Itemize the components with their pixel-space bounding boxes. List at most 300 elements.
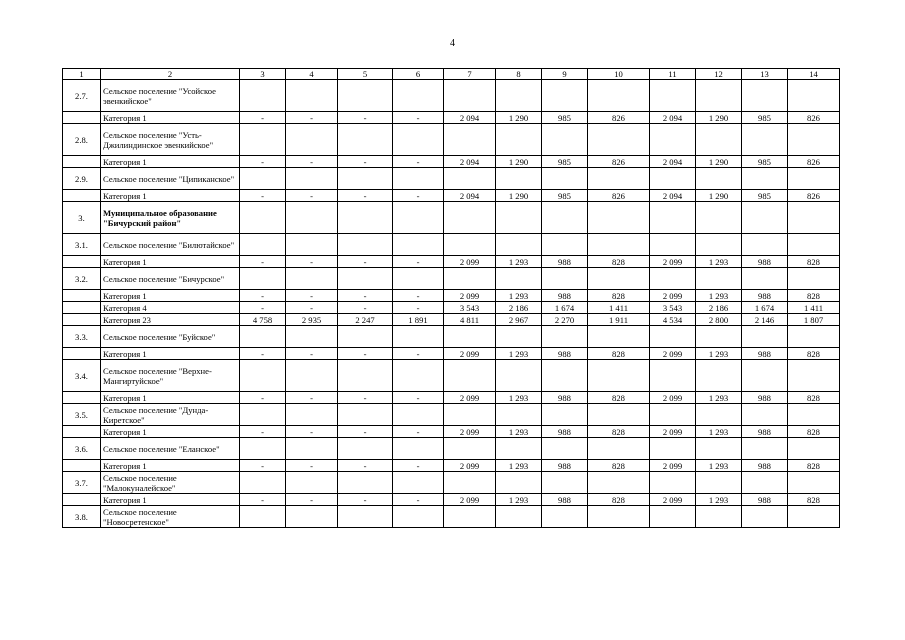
empty-cell	[286, 168, 338, 190]
empty-cell	[393, 168, 444, 190]
value-cell: -	[393, 460, 444, 472]
value-cell: -	[393, 156, 444, 168]
value-cell: 1 293	[496, 494, 542, 506]
empty-cell	[286, 506, 338, 528]
value-cell: -	[240, 112, 286, 124]
empty-cell	[393, 124, 444, 156]
empty-cell	[650, 360, 696, 392]
empty-cell	[788, 168, 840, 190]
value-cell: -	[286, 302, 338, 314]
empty-cell	[444, 268, 496, 290]
empty-cell	[788, 326, 840, 348]
empty-cell	[393, 472, 444, 494]
value-cell: 828	[788, 460, 840, 472]
value-cell: -	[240, 460, 286, 472]
value-cell: -	[393, 302, 444, 314]
empty-cell	[444, 326, 496, 348]
value-cell: 4 534	[650, 314, 696, 326]
value-cell: -	[286, 256, 338, 268]
value-cell: -	[240, 302, 286, 314]
value-cell: 988	[542, 494, 588, 506]
value-cell: -	[240, 426, 286, 438]
empty-cell	[696, 124, 742, 156]
value-cell: 988	[542, 348, 588, 360]
value-cell: 1 674	[542, 302, 588, 314]
value-cell: 1 293	[496, 348, 542, 360]
row-code: 3.3.	[63, 326, 101, 348]
value-cell: 828	[588, 460, 650, 472]
empty-cell	[240, 506, 286, 528]
value-cell: -	[286, 290, 338, 302]
municipality-row	[63, 202, 840, 234]
value-cell: 2 935	[286, 314, 338, 326]
value-cell: 988	[542, 290, 588, 302]
row-code	[63, 494, 101, 506]
row-code	[63, 290, 101, 302]
empty-cell	[393, 268, 444, 290]
empty-cell	[588, 202, 650, 234]
column-number: 1	[63, 69, 101, 80]
empty-cell	[338, 438, 393, 460]
empty-cell	[338, 202, 393, 234]
empty-cell	[588, 506, 650, 528]
value-cell: 988	[742, 256, 788, 268]
value-cell: 2 247	[338, 314, 393, 326]
value-cell: -	[338, 348, 393, 360]
value-cell: 828	[588, 256, 650, 268]
category-row	[63, 156, 840, 168]
empty-cell	[650, 326, 696, 348]
value-cell: 988	[742, 290, 788, 302]
empty-cell	[542, 472, 588, 494]
empty-cell	[788, 438, 840, 460]
empty-cell	[742, 506, 788, 528]
value-cell: 2 099	[444, 392, 496, 404]
row-code: 2.7.	[63, 80, 101, 112]
empty-cell	[650, 404, 696, 426]
value-cell: -	[338, 190, 393, 202]
settlement-row	[63, 168, 840, 190]
empty-cell	[542, 124, 588, 156]
settlement-row	[63, 472, 840, 494]
empty-cell	[496, 472, 542, 494]
empty-cell	[338, 404, 393, 426]
value-cell: -	[338, 290, 393, 302]
settlement-row	[63, 124, 840, 156]
value-cell: -	[286, 348, 338, 360]
empty-cell	[696, 326, 742, 348]
value-cell: 1 674	[742, 302, 788, 314]
settlement-name: Сельское поселение "Еланское"	[101, 438, 240, 460]
value-cell: 2 099	[650, 426, 696, 438]
category-row	[63, 460, 840, 472]
value-cell: -	[393, 290, 444, 302]
empty-cell	[496, 326, 542, 348]
empty-cell	[650, 268, 696, 290]
value-cell: 826	[788, 112, 840, 124]
value-cell: 985	[542, 156, 588, 168]
value-cell: 985	[542, 190, 588, 202]
empty-cell	[650, 202, 696, 234]
settlement-row	[63, 326, 840, 348]
value-cell: 1 911	[588, 314, 650, 326]
empty-cell	[542, 268, 588, 290]
value-cell: 2 099	[444, 460, 496, 472]
row-code: 3.7.	[63, 472, 101, 494]
empty-cell	[496, 202, 542, 234]
empty-cell	[444, 472, 496, 494]
empty-cell	[696, 472, 742, 494]
column-number: 2	[101, 69, 240, 80]
value-cell: 1 293	[496, 256, 542, 268]
value-cell: 1 293	[696, 460, 742, 472]
value-cell: 3 543	[444, 302, 496, 314]
category-row	[63, 256, 840, 268]
value-cell: 828	[588, 290, 650, 302]
value-cell: 1 290	[496, 112, 542, 124]
value-cell: 988	[542, 426, 588, 438]
empty-cell	[240, 168, 286, 190]
row-code	[63, 156, 101, 168]
category-name: Категория 1	[101, 426, 240, 438]
value-cell: 2 099	[444, 348, 496, 360]
empty-cell	[588, 268, 650, 290]
settlement-row	[63, 234, 840, 256]
empty-cell	[788, 124, 840, 156]
row-code	[63, 460, 101, 472]
empty-cell	[588, 438, 650, 460]
empty-cell	[542, 360, 588, 392]
value-cell: 1 411	[788, 302, 840, 314]
municipality-name: Муниципальное образование "Бичурский район"	[101, 202, 240, 234]
empty-cell	[240, 404, 286, 426]
column-number: 7	[444, 69, 496, 80]
empty-cell	[286, 360, 338, 392]
empty-cell	[286, 472, 338, 494]
value-cell: 988	[542, 392, 588, 404]
settlement-row	[63, 268, 840, 290]
value-cell: 828	[788, 348, 840, 360]
settlement-name: Сельское поселение "Усойское эвенкийское"	[101, 80, 240, 112]
value-cell: 988	[542, 460, 588, 472]
value-cell: -	[240, 290, 286, 302]
empty-cell	[444, 124, 496, 156]
value-cell: 826	[588, 190, 650, 202]
empty-cell	[286, 404, 338, 426]
column-number: 10	[588, 69, 650, 80]
value-cell: 2 094	[650, 190, 696, 202]
value-cell: 1 293	[496, 392, 542, 404]
value-cell: 1 293	[496, 460, 542, 472]
empty-cell	[240, 80, 286, 112]
value-cell: 2 099	[650, 348, 696, 360]
empty-cell	[338, 168, 393, 190]
value-cell: -	[338, 426, 393, 438]
empty-cell	[788, 234, 840, 256]
value-cell: -	[240, 494, 286, 506]
empty-cell	[542, 506, 588, 528]
value-cell: 1 891	[393, 314, 444, 326]
category-row	[63, 302, 840, 314]
value-cell: -	[393, 112, 444, 124]
value-cell: 828	[588, 348, 650, 360]
empty-cell	[788, 360, 840, 392]
row-code: 3.5.	[63, 404, 101, 426]
empty-cell	[742, 168, 788, 190]
empty-cell	[742, 202, 788, 234]
column-number: 12	[696, 69, 742, 80]
value-cell: 1 290	[496, 190, 542, 202]
value-cell: 828	[588, 392, 650, 404]
value-cell: 1 290	[496, 156, 542, 168]
value-cell: 2 800	[696, 314, 742, 326]
value-cell: 2 099	[650, 256, 696, 268]
empty-cell	[286, 80, 338, 112]
value-cell: -	[286, 460, 338, 472]
column-number: 9	[542, 69, 588, 80]
empty-cell	[742, 326, 788, 348]
category-name: Категория 4	[101, 302, 240, 314]
value-cell: 1 293	[696, 494, 742, 506]
value-cell: 2 094	[444, 156, 496, 168]
value-cell: 828	[588, 494, 650, 506]
empty-cell	[444, 360, 496, 392]
value-cell: 1 293	[496, 426, 542, 438]
value-cell: 2 099	[650, 494, 696, 506]
value-cell: 988	[742, 426, 788, 438]
empty-cell	[542, 326, 588, 348]
value-cell: 985	[542, 112, 588, 124]
value-cell: -	[338, 494, 393, 506]
empty-cell	[496, 168, 542, 190]
empty-cell	[588, 80, 650, 112]
empty-cell	[496, 124, 542, 156]
empty-cell	[588, 124, 650, 156]
row-code: 3.6.	[63, 438, 101, 460]
category-row	[63, 494, 840, 506]
value-cell: 2 099	[444, 290, 496, 302]
empty-cell	[444, 506, 496, 528]
value-cell: -	[338, 156, 393, 168]
settlement-name: Сельское поселение "Ципиканское"	[101, 168, 240, 190]
empty-cell	[338, 234, 393, 256]
empty-cell	[788, 472, 840, 494]
value-cell: -	[286, 112, 338, 124]
empty-cell	[286, 438, 338, 460]
value-cell: 1 411	[588, 302, 650, 314]
settlement-name: Сельское поселение "Билютайское"	[101, 234, 240, 256]
empty-cell	[742, 80, 788, 112]
value-cell: 1 290	[696, 190, 742, 202]
empty-cell	[696, 168, 742, 190]
value-cell: 4 758	[240, 314, 286, 326]
empty-cell	[393, 326, 444, 348]
empty-cell	[788, 404, 840, 426]
empty-cell	[788, 80, 840, 112]
value-cell: 1 807	[788, 314, 840, 326]
value-cell: -	[338, 302, 393, 314]
empty-cell	[496, 268, 542, 290]
value-cell: 1 293	[696, 426, 742, 438]
settlement-name: Сельское поселение "Буйское"	[101, 326, 240, 348]
settlement-name: Сельское поселение "Малокуналейское"	[101, 472, 240, 494]
value-cell: 2 099	[650, 392, 696, 404]
empty-cell	[650, 234, 696, 256]
empty-cell	[496, 360, 542, 392]
empty-cell	[650, 168, 696, 190]
empty-cell	[650, 80, 696, 112]
empty-cell	[240, 202, 286, 234]
empty-cell	[696, 202, 742, 234]
category-name: Категория 1	[101, 494, 240, 506]
tariff-table	[62, 68, 840, 528]
row-code	[63, 302, 101, 314]
empty-cell	[393, 506, 444, 528]
empty-cell	[542, 202, 588, 234]
row-code	[63, 112, 101, 124]
empty-cell	[496, 404, 542, 426]
empty-cell	[338, 472, 393, 494]
empty-cell	[588, 472, 650, 494]
empty-cell	[444, 168, 496, 190]
settlement-row	[63, 80, 840, 112]
empty-cell	[650, 438, 696, 460]
empty-cell	[286, 234, 338, 256]
value-cell: -	[240, 348, 286, 360]
empty-cell	[588, 234, 650, 256]
value-cell: 1 290	[696, 156, 742, 168]
settlement-name: Сельское поселение "Бичурское"	[101, 268, 240, 290]
empty-cell	[444, 80, 496, 112]
settlement-row	[63, 438, 840, 460]
empty-cell	[650, 472, 696, 494]
category-row	[63, 348, 840, 360]
empty-cell	[286, 124, 338, 156]
category-row	[63, 426, 840, 438]
category-name: Категория 1	[101, 112, 240, 124]
value-cell: -	[393, 256, 444, 268]
row-code	[63, 190, 101, 202]
empty-cell	[286, 268, 338, 290]
value-cell: 1 293	[696, 392, 742, 404]
empty-cell	[338, 124, 393, 156]
empty-cell	[338, 360, 393, 392]
empty-cell	[696, 80, 742, 112]
empty-cell	[588, 168, 650, 190]
column-number: 14	[788, 69, 840, 80]
value-cell: -	[393, 348, 444, 360]
category-name: Категория 1	[101, 256, 240, 268]
settlement-name: Сельское поселение "Дунда-Киретское"	[101, 404, 240, 426]
category-row	[63, 392, 840, 404]
empty-cell	[286, 202, 338, 234]
empty-cell	[496, 506, 542, 528]
value-cell: 985	[742, 156, 788, 168]
value-cell: -	[338, 256, 393, 268]
category-row	[63, 290, 840, 302]
empty-cell	[742, 404, 788, 426]
row-code	[63, 256, 101, 268]
empty-cell	[240, 268, 286, 290]
value-cell: -	[240, 256, 286, 268]
category-name: Категория 1	[101, 156, 240, 168]
empty-cell	[444, 202, 496, 234]
row-code	[63, 392, 101, 404]
value-cell: 988	[742, 348, 788, 360]
value-cell: 2 099	[650, 460, 696, 472]
empty-cell	[788, 506, 840, 528]
value-cell: 1 293	[696, 290, 742, 302]
value-cell: 4 811	[444, 314, 496, 326]
value-cell: -	[338, 460, 393, 472]
category-name: Категория 1	[101, 460, 240, 472]
empty-cell	[696, 268, 742, 290]
empty-cell	[742, 268, 788, 290]
empty-cell	[338, 326, 393, 348]
empty-cell	[588, 326, 650, 348]
value-cell: -	[286, 392, 338, 404]
empty-cell	[338, 80, 393, 112]
empty-cell	[240, 234, 286, 256]
row-code	[63, 314, 101, 326]
empty-cell	[542, 234, 588, 256]
empty-cell	[444, 234, 496, 256]
empty-cell	[742, 124, 788, 156]
empty-cell	[542, 80, 588, 112]
empty-cell	[742, 438, 788, 460]
empty-cell	[496, 234, 542, 256]
value-cell: 2 186	[696, 302, 742, 314]
value-cell: -	[240, 392, 286, 404]
empty-cell	[588, 404, 650, 426]
empty-cell	[393, 80, 444, 112]
empty-cell	[742, 234, 788, 256]
column-number: 13	[742, 69, 788, 80]
settlement-row	[63, 404, 840, 426]
empty-cell	[240, 472, 286, 494]
column-number: 6	[393, 69, 444, 80]
value-cell: 2 099	[650, 290, 696, 302]
settlement-row	[63, 360, 840, 392]
empty-cell	[542, 404, 588, 426]
value-cell: -	[286, 156, 338, 168]
value-cell: 1 293	[696, 256, 742, 268]
empty-cell	[788, 268, 840, 290]
value-cell: 826	[588, 156, 650, 168]
value-cell: 2 099	[444, 256, 496, 268]
empty-cell	[240, 124, 286, 156]
empty-cell	[696, 404, 742, 426]
empty-cell	[696, 438, 742, 460]
value-cell: -	[286, 494, 338, 506]
row-code: 3.1.	[63, 234, 101, 256]
value-cell: 2 270	[542, 314, 588, 326]
empty-cell	[286, 326, 338, 348]
category-name: Категория 1	[101, 190, 240, 202]
value-cell: 985	[742, 190, 788, 202]
value-cell: 828	[788, 256, 840, 268]
value-cell: 2 094	[650, 112, 696, 124]
empty-cell	[650, 506, 696, 528]
value-cell: 985	[742, 112, 788, 124]
value-cell: 1 290	[696, 112, 742, 124]
empty-cell	[338, 506, 393, 528]
value-cell: -	[286, 426, 338, 438]
value-cell: 2 094	[444, 190, 496, 202]
row-code: 3.2.	[63, 268, 101, 290]
empty-cell	[696, 234, 742, 256]
category-row	[63, 112, 840, 124]
